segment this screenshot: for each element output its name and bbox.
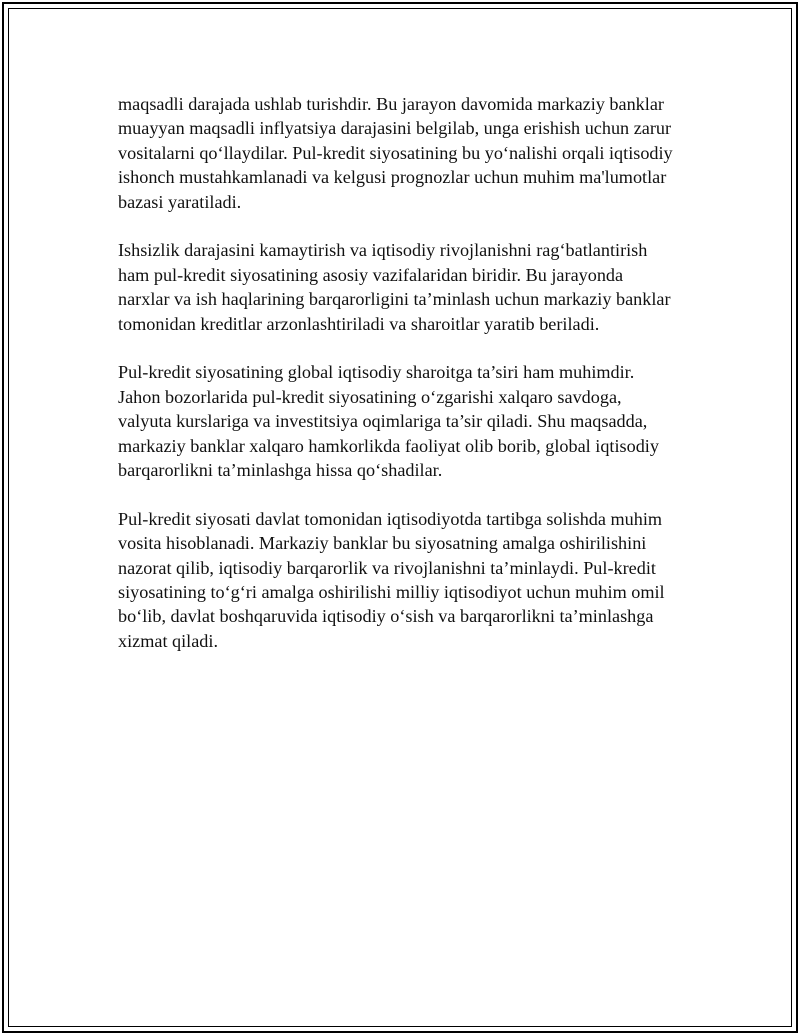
paragraph-inflation-target: maqsadli darajada ushlab turishdir. Bu jarayon davomida markaziy banklar muayyan maqsadli inflyatsiya darajasini belgilab, unga erishish uchun zarur vositalarni qo‘llaydilar. Pul-kredit siyosatining bu yo‘nalishi orqali iqtisodiy ishonch mustahkamlanadi va kelgusi prognozlar uchun muhim ma'lumotlar bazasi yaratiladi. [118,94,673,212]
paragraph-conclusion: Pul-kredit siyosati davlat tomonidan iqtisodiyotda tartibga solishda muhim vosita hisoblanadi. Markaziy banklar bu siyosatning amalga oshirilishini nazorat qilib, iqtisodiy barqarorlik va rivojlanishni ta’minlaydi. Pul-kredit siyosatining to‘g‘ri amalga oshirilishi milliy iqtisodiyot uchun muhim omil bo‘lib, davlat boshqaruvida iqtisodiy o‘sish va barqarorlikni ta’minlashga xizmat qiladi. [118,508,665,651]
paragraph-global-impact: Pul-kredit siyosatining global iqtisodiy sharoitga ta’siri ham muhimdir. Jahon bozorlarida pul-kredit siyosatining o‘zgarishi xalqaro savdoga, valyuta kurslariga va investitsiya oqimlariga ta’sir qiladi. Shu maqsadda, markaziy banklar xalqaro hamkorlikda faoliyat olib borib, global iqtisodiy barqarorlikni ta’minlashga hissa qo‘shadilar. [118,362,659,481]
document-body [118,92,698,678]
paragraph-unemployment: Ishsizlik darajasini kamaytirish va iqtisodiy rivojlanishni rag‘batlantirish ham pul-kredit siyosatining asosiy vazifalaridan biridir. Bu jarayonda narxlar va ish haqlarining barqarorligini ta’minlash uchun markaziy banklar tomonidan kreditlar arzonlashtiriladi va sharoitlar yaratib beriladi. [118,240,671,334]
